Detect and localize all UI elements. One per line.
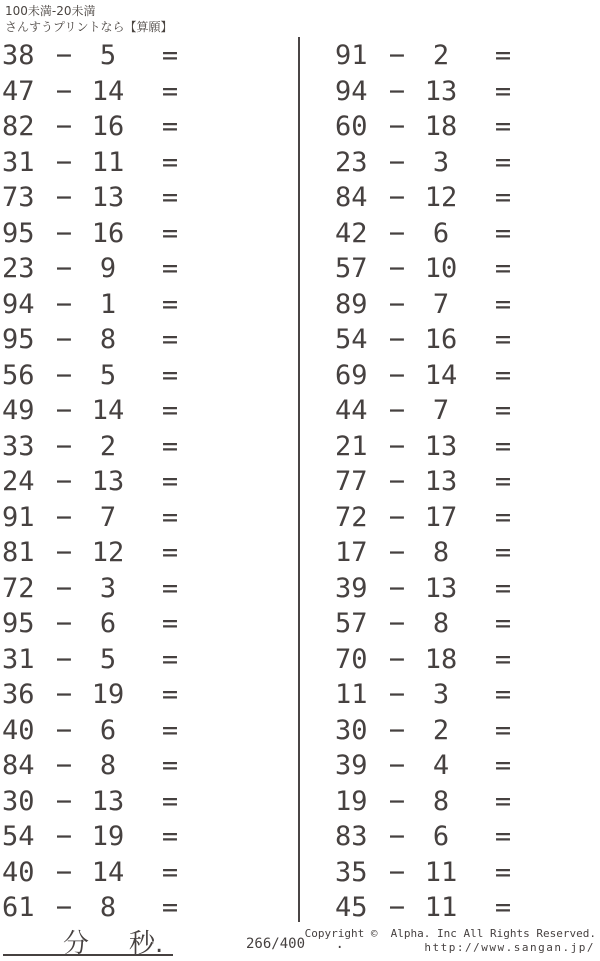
equals-icon: =	[161, 821, 179, 853]
minus-icon: −	[55, 217, 73, 249]
minuend: 40	[2, 714, 35, 746]
minuend: 60	[335, 111, 368, 143]
minuend: 23	[2, 253, 35, 285]
subtrahend: 2	[432, 40, 450, 72]
problem-row	[335, 855, 600, 891]
minus-icon: −	[388, 288, 406, 320]
minus-icon: −	[55, 40, 73, 72]
problem-row	[335, 890, 600, 926]
subtrahend: 6	[99, 714, 117, 746]
subtrahend: 8	[99, 750, 117, 782]
minus-icon: −	[388, 359, 406, 391]
minuend: 17	[335, 537, 368, 569]
minus-icon: −	[55, 750, 73, 782]
equals-icon: =	[494, 324, 512, 356]
minuend: 95	[2, 608, 35, 640]
equals-icon: =	[494, 395, 512, 427]
equals-icon: =	[494, 537, 512, 569]
problem-row	[2, 216, 272, 252]
problem-row	[2, 145, 272, 181]
equals-icon: =	[161, 75, 179, 107]
minus-icon: −	[55, 111, 73, 143]
minus-icon: −	[55, 75, 73, 107]
minuend: 57	[335, 608, 368, 640]
minus-icon: −	[55, 856, 73, 888]
minuend: 38	[2, 40, 35, 72]
problem-row	[335, 38, 600, 74]
minuend: 11	[335, 679, 368, 711]
problem-row	[335, 677, 600, 713]
minus-icon: −	[388, 253, 406, 285]
problem-row	[2, 74, 272, 110]
problem-row	[335, 713, 600, 749]
subtrahend: 19	[91, 679, 125, 711]
page-number-value: 266/400	[246, 936, 306, 952]
problem-row	[2, 393, 272, 429]
subtrahend: 12	[424, 182, 458, 214]
subtrahend: 11	[424, 856, 458, 888]
minus-icon: −	[55, 182, 73, 214]
timer-line	[3, 921, 173, 959]
subtrahend: 16	[424, 324, 458, 356]
problem-row	[2, 784, 272, 820]
minuend: 31	[2, 643, 35, 675]
problem-row	[335, 606, 600, 642]
problem-row	[335, 571, 600, 607]
equals-icon: =	[161, 537, 179, 569]
subtrahend: 6	[432, 821, 450, 853]
minuend: 21	[335, 430, 368, 462]
minuend: 36	[2, 679, 35, 711]
minus-icon: −	[55, 785, 73, 817]
minuend: 57	[335, 253, 368, 285]
minus-icon: −	[388, 146, 406, 178]
problem-row	[2, 464, 272, 500]
problem-row	[335, 109, 600, 145]
problem-row	[2, 855, 272, 891]
worksheet-site-title: さんすうプリントなら【算願】	[5, 20, 173, 34]
problems-column-right	[335, 38, 600, 926]
minuend: 69	[335, 359, 368, 391]
minuend: 44	[335, 395, 368, 427]
problem-row	[2, 606, 272, 642]
equals-icon: =	[161, 892, 179, 924]
equals-icon: =	[494, 572, 512, 604]
equals-icon: =	[494, 785, 512, 817]
minuend: 84	[335, 182, 368, 214]
subtrahend: 6	[432, 217, 450, 249]
minus-icon: −	[55, 643, 73, 675]
equals-icon: =	[161, 466, 179, 498]
equals-icon: =	[494, 821, 512, 853]
problem-row	[2, 322, 272, 358]
subtrahend: 14	[91, 395, 125, 427]
minus-icon: −	[388, 750, 406, 782]
subtrahend: 12	[91, 537, 125, 569]
equals-icon: =	[494, 40, 512, 72]
subtrahend: 16	[91, 217, 125, 249]
minus-icon: −	[55, 714, 73, 746]
subtrahend: 8	[432, 608, 450, 640]
minuend: 56	[2, 359, 35, 391]
subtrahend: 7	[99, 501, 117, 533]
equals-icon: =	[161, 40, 179, 72]
problem-row	[2, 642, 272, 678]
minuend: 73	[2, 182, 35, 214]
subtrahend: 14	[91, 856, 125, 888]
minus-icon: −	[388, 111, 406, 143]
equals-icon: =	[161, 643, 179, 675]
minuend: 30	[2, 785, 35, 817]
equals-icon: =	[161, 182, 179, 214]
minus-icon: −	[388, 643, 406, 675]
worksheet-header	[5, 3, 173, 35]
problem-row	[335, 819, 600, 855]
minuend: 30	[335, 714, 368, 746]
equals-icon: =	[494, 714, 512, 746]
minuend: 95	[2, 324, 35, 356]
equals-icon: =	[494, 217, 512, 249]
problem-row	[335, 748, 600, 784]
minus-icon: −	[388, 892, 406, 924]
subtrahend: 13	[424, 466, 458, 498]
equals-icon: =	[494, 75, 512, 107]
minus-icon: −	[388, 679, 406, 711]
minuend: 19	[335, 785, 368, 817]
minus-icon: −	[55, 679, 73, 711]
problem-row	[2, 251, 272, 287]
subtrahend: 8	[432, 537, 450, 569]
minuend: 94	[2, 288, 35, 320]
equals-icon: =	[494, 359, 512, 391]
problem-row	[335, 322, 600, 358]
problem-row	[2, 748, 272, 784]
equals-icon: =	[161, 501, 179, 533]
subtrahend: 6	[99, 608, 117, 640]
minuend: 47	[2, 75, 35, 107]
minus-icon: −	[388, 572, 406, 604]
minus-icon: −	[388, 40, 406, 72]
minuend: 54	[2, 821, 35, 853]
page-number-dot: .	[335, 936, 344, 952]
equals-icon: =	[161, 359, 179, 391]
minus-icon: −	[55, 537, 73, 569]
minuend: 95	[2, 217, 35, 249]
equals-icon: =	[161, 430, 179, 462]
minuend: 70	[335, 643, 368, 675]
equals-icon: =	[494, 608, 512, 640]
subtrahend: 13	[424, 75, 458, 107]
minus-icon: −	[55, 466, 73, 498]
subtrahend: 5	[99, 643, 117, 675]
subtrahend: 5	[99, 359, 117, 391]
minus-icon: −	[388, 501, 406, 533]
problem-row	[335, 500, 600, 536]
minuend: 94	[335, 75, 368, 107]
subtrahend: 7	[432, 395, 450, 427]
problem-row	[335, 216, 600, 252]
minuend: 77	[335, 466, 368, 498]
minus-icon: −	[388, 430, 406, 462]
equals-icon: =	[161, 572, 179, 604]
equals-icon: =	[161, 395, 179, 427]
problem-row	[335, 535, 600, 571]
minus-icon: −	[388, 537, 406, 569]
problem-row	[2, 180, 272, 216]
subtrahend: 3	[432, 679, 450, 711]
subtrahend: 2	[99, 430, 117, 462]
equals-icon: =	[494, 253, 512, 285]
minuend: 40	[2, 856, 35, 888]
minus-icon: −	[55, 430, 73, 462]
equals-icon: =	[161, 217, 179, 249]
subtrahend: 8	[99, 324, 117, 356]
problem-row	[335, 393, 600, 429]
equals-icon: =	[494, 643, 512, 675]
subtrahend: 18	[424, 643, 458, 675]
minus-icon: −	[388, 608, 406, 640]
subtrahend: 13	[91, 785, 125, 817]
minuend: 72	[335, 501, 368, 533]
equals-icon: =	[494, 501, 512, 533]
seconds-label: 秒.	[129, 929, 164, 959]
problem-row	[335, 287, 600, 323]
minus-icon: −	[388, 821, 406, 853]
subtrahend: 17	[424, 501, 458, 533]
subtrahend: 11	[424, 892, 458, 924]
equals-icon: =	[494, 288, 512, 320]
problem-row	[335, 180, 600, 216]
subtrahend: 19	[91, 821, 125, 853]
equals-icon: =	[161, 856, 179, 888]
subtrahend: 9	[99, 253, 117, 285]
problem-row	[2, 429, 272, 465]
problem-row	[2, 109, 272, 145]
problem-row	[2, 713, 272, 749]
minuend: 39	[335, 750, 368, 782]
subtrahend: 3	[432, 146, 450, 178]
minus-icon: −	[388, 75, 406, 107]
minus-icon: −	[55, 324, 73, 356]
subtrahend: 14	[91, 75, 125, 107]
minus-icon: −	[55, 608, 73, 640]
minuend: 39	[335, 572, 368, 604]
equals-icon: =	[161, 288, 179, 320]
minuend: 89	[335, 288, 368, 320]
subtrahend: 13	[91, 182, 125, 214]
equals-icon: =	[494, 111, 512, 143]
equals-icon: =	[161, 714, 179, 746]
site-url: http://www.sangan.jp/	[424, 941, 595, 954]
problem-row	[335, 429, 600, 465]
minus-icon: −	[388, 466, 406, 498]
worksheet-range-title: 100未満-20未満	[5, 4, 96, 18]
minuend: 45	[335, 892, 368, 924]
minuend: 91	[2, 501, 35, 533]
equals-icon: =	[494, 856, 512, 888]
subtrahend: 16	[91, 111, 125, 143]
minuend: 72	[2, 572, 35, 604]
minus-icon: −	[388, 856, 406, 888]
equals-icon: =	[161, 146, 179, 178]
problems-column-left	[2, 38, 272, 926]
copyright-text: Copyright © Alpha. Inc All Rights Reserved.	[304, 927, 596, 940]
equals-icon: =	[494, 146, 512, 178]
subtrahend: 4	[432, 750, 450, 782]
minuend: 49	[2, 395, 35, 427]
minus-icon: −	[55, 253, 73, 285]
minus-icon: −	[388, 714, 406, 746]
minuend: 33	[2, 430, 35, 462]
subtrahend: 10	[424, 253, 458, 285]
equals-icon: =	[161, 111, 179, 143]
minuend: 23	[335, 146, 368, 178]
minus-icon: −	[55, 572, 73, 604]
problem-row	[2, 535, 272, 571]
problem-row	[335, 358, 600, 394]
problem-row	[2, 571, 272, 607]
minuend: 35	[335, 856, 368, 888]
minuend: 61	[2, 892, 35, 924]
problem-row	[335, 145, 600, 181]
problem-row	[335, 74, 600, 110]
equals-icon: =	[494, 466, 512, 498]
subtrahend: 1	[99, 288, 117, 320]
problem-row	[335, 784, 600, 820]
minuend: 91	[335, 40, 368, 72]
subtrahend: 2	[432, 714, 450, 746]
minus-icon: −	[388, 785, 406, 817]
problem-row	[2, 358, 272, 394]
equals-icon: =	[494, 430, 512, 462]
subtrahend: 3	[99, 572, 117, 604]
minus-icon: −	[55, 501, 73, 533]
problem-row	[2, 677, 272, 713]
minus-icon: −	[55, 359, 73, 391]
problem-row	[335, 464, 600, 500]
equals-icon: =	[494, 679, 512, 711]
equals-icon: =	[161, 253, 179, 285]
problem-row	[2, 38, 272, 74]
subtrahend: 8	[432, 785, 450, 817]
minuend: 24	[2, 466, 35, 498]
minus-icon: −	[388, 395, 406, 427]
problem-row	[335, 251, 600, 287]
minus-icon: −	[55, 288, 73, 320]
minus-icon: −	[55, 892, 73, 924]
minutes-label: 分	[63, 929, 90, 959]
problem-row	[2, 819, 272, 855]
minuend: 83	[335, 821, 368, 853]
minuend: 81	[2, 537, 35, 569]
problem-row	[2, 500, 272, 536]
problem-row	[2, 287, 272, 323]
subtrahend: 13	[91, 466, 125, 498]
subtrahend: 13	[424, 430, 458, 462]
minuend: 84	[2, 750, 35, 782]
subtrahend: 18	[424, 111, 458, 143]
equals-icon: =	[161, 679, 179, 711]
equals-icon: =	[161, 750, 179, 782]
column-divider	[298, 37, 300, 922]
equals-icon: =	[161, 785, 179, 817]
subtrahend: 8	[99, 892, 117, 924]
subtrahend: 11	[91, 146, 125, 178]
subtrahend: 5	[99, 40, 117, 72]
minuend: 54	[335, 324, 368, 356]
equals-icon: =	[494, 182, 512, 214]
minus-icon: −	[55, 146, 73, 178]
subtrahend: 7	[432, 288, 450, 320]
minus-icon: −	[388, 324, 406, 356]
minus-icon: −	[388, 217, 406, 249]
equals-icon: =	[494, 892, 512, 924]
equals-icon: =	[494, 750, 512, 782]
subtrahend: 14	[424, 359, 458, 391]
minus-icon: −	[55, 395, 73, 427]
minuend: 42	[335, 217, 368, 249]
problem-row	[335, 642, 600, 678]
equals-icon: =	[161, 324, 179, 356]
minus-icon: −	[388, 182, 406, 214]
minuend: 31	[2, 146, 35, 178]
equals-icon: =	[161, 608, 179, 640]
minuend: 82	[2, 111, 35, 143]
minus-icon: −	[55, 821, 73, 853]
subtrahend: 13	[424, 572, 458, 604]
